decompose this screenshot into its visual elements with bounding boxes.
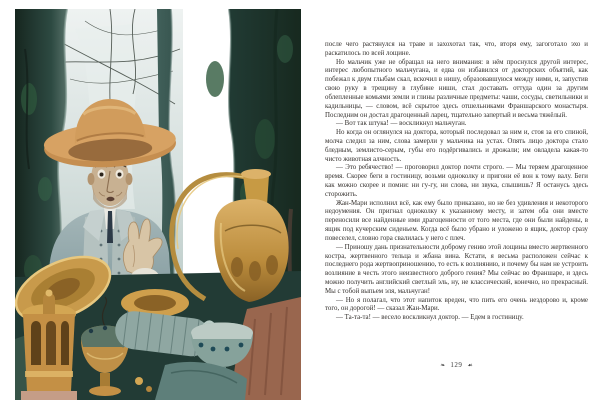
paragraph: Жан-Мари исполнил всё, как ему было приказано, но не без удивления и некоторого недоумения. Он пригнал одноколку к указанному месту, и затем оба они вместе переносили все найденные ими драгоценности от того места, где они были найдены, в ящик под кучерским сиденьем. Когда всё было убрано и уложено в ящик, доктор сразу повеселел, словно гора свалилась у него с плеч. (325, 199, 588, 242)
ear-right (126, 173, 133, 185)
ear-left (88, 173, 95, 185)
paragraph: — Вот так штука! — воскликнул мальчуган. (336, 120, 467, 128)
paragraph: — Та-та-та! — весело воскликнул доктор. — Едем в гостиницу. (336, 314, 524, 322)
paragraph: после чего растянулся на траве и захохотал так, что, вторя ему, загоготало эхо и раскатилось по всей лощине. (325, 41, 588, 57)
fleuron-right-icon: ☙ (467, 362, 473, 369)
illustration-svg (15, 9, 301, 400)
paragraph: — Это ребячество! — проговорил доктор почти строго. — Мы теряем драгоценное время. Скорее беги в гостиницу, возьми одноколку и пригони её вон к тому валу. Беги как можно скорее и помни: ни гу-гу, ни слова, ни звука, слышишь? Я останусь здесь сторожить. (325, 164, 588, 198)
coin (135, 377, 143, 385)
illustration (15, 9, 301, 400)
paragraph: Но мальчик уже не обращал на него внимания: в нём проснулся другой интерес, интерес любопытного мальчугана, и едва он избавился от докторских объятий, как побежал к двум глыбам скал, вскочил в нишу, образовавшуюся между ними, и, запустив свою руку в трещину в глубине ниши, стал доставать оттуда один за другим облепленные комьями земли и глины различные предметы: чаши, сосуды, светильники и кадильницы, — словом, всё скрытое здесь отшельниками Франшарского монастыря. Последним он достал драгоценный ларец, тщательно запертый и весьма тяжёлый. (325, 58, 588, 119)
paragraph: Но когда он оглянулся на доктора, который последовал за ним и, стоя за его спиной, молча следил за ним, слова замерли у мальчика на устах. Опять лицо доктора стало бледным, землисто-серым, губы его подёргивались и дрожали; им овладела какая-то чисто животная алчность. (325, 129, 588, 163)
coin (146, 386, 152, 392)
text-page (325, 41, 588, 323)
gold-dish-center (134, 295, 176, 311)
page-footer (325, 360, 588, 371)
tie (107, 211, 113, 243)
paragraph: — Приношу дань признательности доброму гению этой лощины вместо жертвенного костра, жертвенного тельца и жбана вина. Кстати, я весьма расположен сейчас к последнего рода жертвоприношению, то есть к возлиянию, и почему бы нам не устроить возлияние в честь этого неизвестного доброго гения? Мы сейчас во Франшаре, и здесь можно получить английский светлый эль, ну, не классический, конечно, но прекрасный. Мы с тобой выпьем эля, мальчуган! (325, 243, 588, 295)
fleuron-left-icon: ❧ (440, 362, 446, 369)
paragraph: — Но я полагал, что этот напиток вреден, что пить его очень нездорово и, кроме того, он дорогой! — сказал Жан-Мари. (325, 296, 588, 313)
page-number: 129 (450, 361, 463, 369)
